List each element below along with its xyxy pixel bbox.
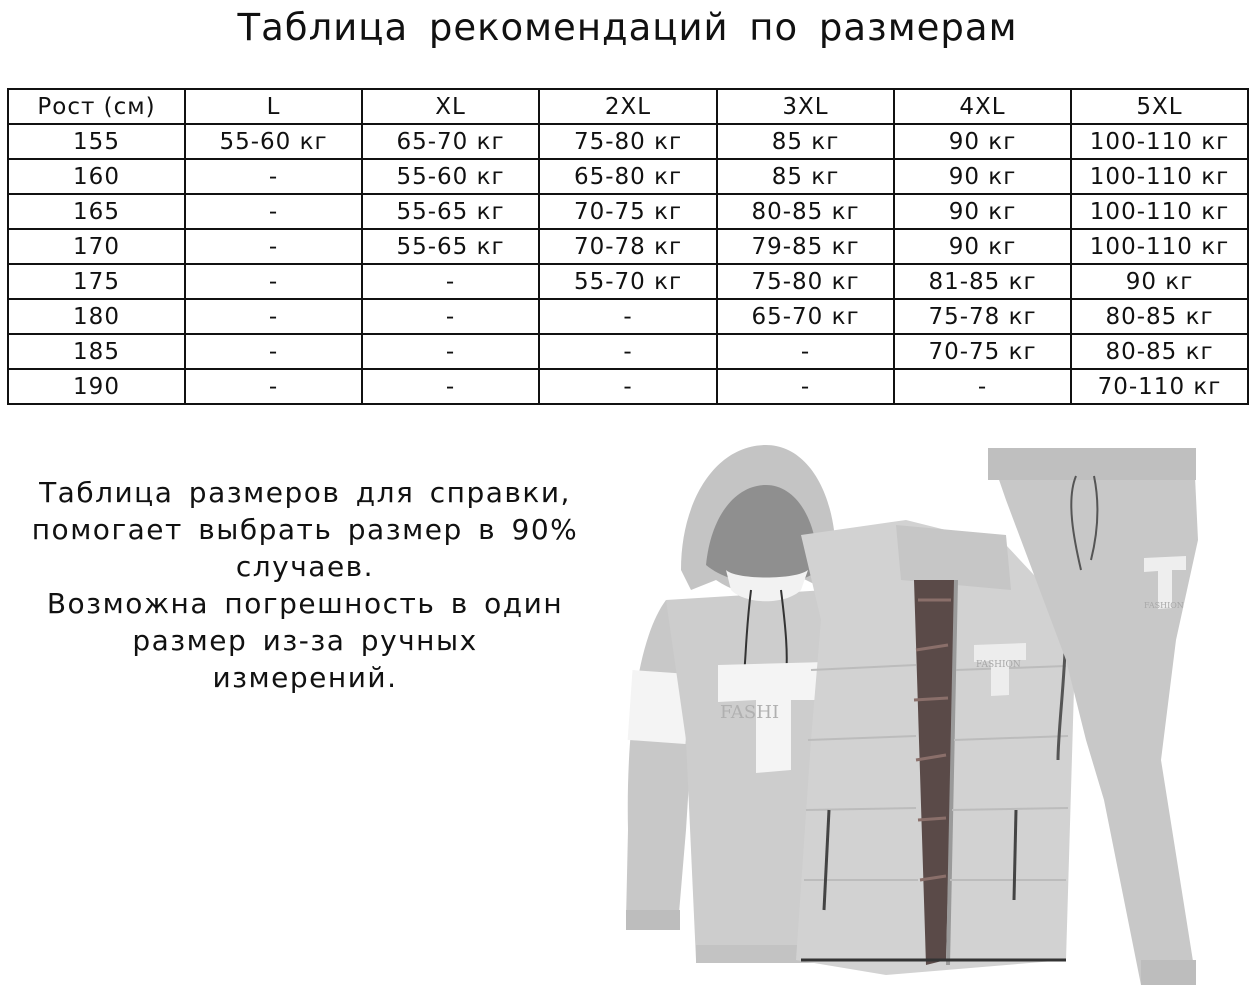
table-cell: - <box>539 299 717 334</box>
table-row <box>8 194 1248 229</box>
table-cell: 81-85 кг <box>894 264 1071 299</box>
table-row <box>8 299 1248 334</box>
tracksuit-product-photo <box>596 440 1206 1000</box>
table-cell: 65-70 кг <box>717 299 894 334</box>
table-cell: 100-110 кг <box>1071 194 1248 229</box>
note-line: помогает выбрать размер в 90% <box>31 513 579 546</box>
table-cell: 79-85 кг <box>717 229 894 264</box>
table-cell: 170 <box>8 229 185 264</box>
table-cell: 100-110 кг <box>1071 124 1248 159</box>
vest-print-text: FASHION <box>976 660 1021 670</box>
table-cell: 80-85 кг <box>1071 334 1248 369</box>
header-cell: Рост (см) <box>8 89 185 124</box>
table-cell: - <box>362 334 539 369</box>
table-cell: - <box>185 264 362 299</box>
table-cell: 185 <box>8 334 185 369</box>
table-cell: 100-110 кг <box>1071 159 1248 194</box>
header-cell: 3XL <box>717 89 894 124</box>
table-cell: - <box>894 369 1071 404</box>
table-row <box>8 334 1248 369</box>
header-cell: 2XL <box>539 89 717 124</box>
note-line: Таблица размеров для справки, <box>39 476 571 509</box>
table-cell: 175 <box>8 264 185 299</box>
table-cell: 55-65 кг <box>362 229 539 264</box>
table-cell: 65-80 кг <box>539 159 717 194</box>
table-row <box>8 229 1248 264</box>
table-cell: - <box>185 369 362 404</box>
table-cell: 85 кг <box>717 124 894 159</box>
table-cell: 180 <box>8 299 185 334</box>
header-cell: L <box>185 89 362 124</box>
table-cell: - <box>717 334 894 369</box>
header-cell: XL <box>362 89 539 124</box>
table-cell: - <box>362 264 539 299</box>
header-cell: 4XL <box>894 89 1071 124</box>
table-cell: 80-85 кг <box>1071 299 1248 334</box>
table-row <box>8 124 1248 159</box>
table-cell: 70-75 кг <box>894 334 1071 369</box>
table-cell: 55-70 кг <box>539 264 717 299</box>
table-cell: 75-78 кг <box>894 299 1071 334</box>
table-cell: - <box>717 369 894 404</box>
table-cell: 70-110 кг <box>1071 369 1248 404</box>
table-cell: 155 <box>8 124 185 159</box>
table-cell: 90 кг <box>894 159 1071 194</box>
note-line: размер из-за ручных <box>132 624 478 657</box>
table-header-row <box>8 89 1248 124</box>
hoodie-print-text: FASHI <box>720 702 780 723</box>
table-cell: 90 кг <box>894 194 1071 229</box>
note-line: Возможна погрешность в один <box>46 587 564 620</box>
table-cell: 160 <box>8 159 185 194</box>
table-cell: 75-80 кг <box>539 124 717 159</box>
table-cell: - <box>539 369 717 404</box>
table-cell: - <box>185 299 362 334</box>
table-cell: 190 <box>8 369 185 404</box>
table-cell: 70-75 кг <box>539 194 717 229</box>
table-cell: 55-60 кг <box>362 159 539 194</box>
table-cell: 85 кг <box>717 159 894 194</box>
table-cell: 70-78 кг <box>539 229 717 264</box>
table-cell: - <box>539 334 717 369</box>
note-line: измерений. <box>212 661 398 694</box>
pants-print-text: FASHION <box>1144 601 1184 610</box>
header-cell: 5XL <box>1071 89 1248 124</box>
table-cell: - <box>185 194 362 229</box>
table-row <box>8 264 1248 299</box>
table-cell: 55-60 кг <box>185 124 362 159</box>
table-row <box>8 159 1248 194</box>
table-cell: 65-70 кг <box>362 124 539 159</box>
table-row <box>8 369 1248 404</box>
size-note <box>20 474 590 696</box>
table-cell: - <box>362 299 539 334</box>
table-cell: 90 кг <box>894 124 1071 159</box>
note-line: случаев. <box>235 550 375 583</box>
table-cell: 80-85 кг <box>717 194 894 229</box>
table-cell: 75-80 кг <box>717 264 894 299</box>
table-cell: - <box>185 159 362 194</box>
table-cell: 165 <box>8 194 185 229</box>
table-cell: 55-65 кг <box>362 194 539 229</box>
table-cell: - <box>185 334 362 369</box>
table-cell: 90 кг <box>1071 264 1248 299</box>
page-title: Таблица рекомендаций по размерам <box>237 6 1018 49</box>
table-cell: - <box>362 369 539 404</box>
table-cell: 100-110 кг <box>1071 229 1248 264</box>
size-table <box>7 88 1249 405</box>
table-cell: - <box>185 229 362 264</box>
table-cell: 90 кг <box>894 229 1071 264</box>
vest-image <box>796 520 1076 975</box>
